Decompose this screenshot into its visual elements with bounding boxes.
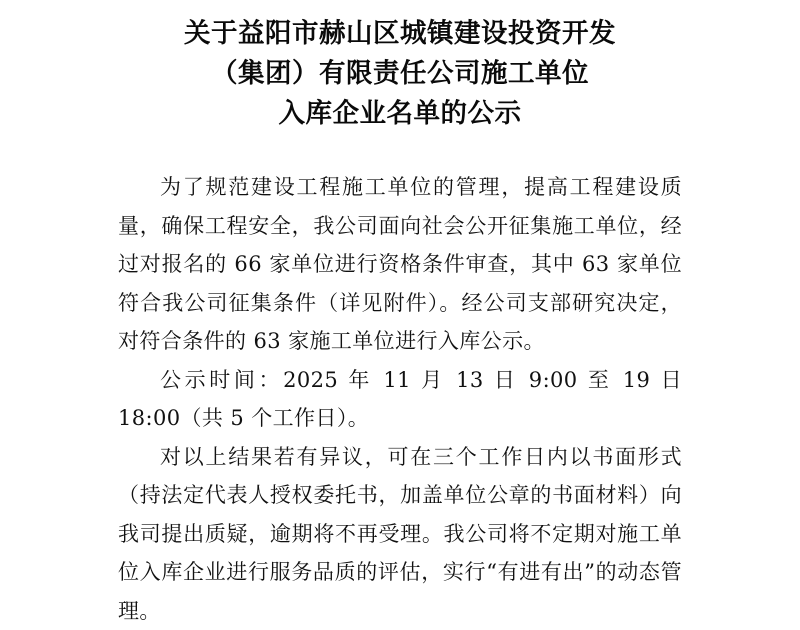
page-title xyxy=(118,0,682,134)
paragraph-3: 对以上结果若有异议，可在三个工作日内以书面形式（持法定代表人授权委托书，加盖单位公章的书面材料）向我司提出质疑，逾期将不再受理。我公司将不定期对施工单位入库企业进行服务品质的评估，实行“有进有出”的动态管理。 xyxy=(118,438,682,630)
page-title-line-3: 入库企业名单的公示 xyxy=(118,94,682,134)
paragraph-2: 公示时间：2025 年 11 月 13 日 9:00 至 19 日 18:00（共 5 个工作日）。 xyxy=(118,361,682,438)
document-body xyxy=(118,168,682,630)
page-title-line-1: 关于益阳市赫山区城镇建设投资开发 xyxy=(118,14,682,54)
paragraph-1: 为了规范建设工程施工单位的管理，提高工程建设质量，确保工程安全，我公司面向社会公开征集施工单位，经过对报名的 66 家单位进行资格条件审查，其中 63 家单位符合我公司征集条件（详见附件）。经公司支部研究决定，对符合条件的 63 家施工单位进行入库公示。 xyxy=(118,168,682,361)
page-title-line-2: （集团）有限责任公司施工单位 xyxy=(118,54,682,94)
